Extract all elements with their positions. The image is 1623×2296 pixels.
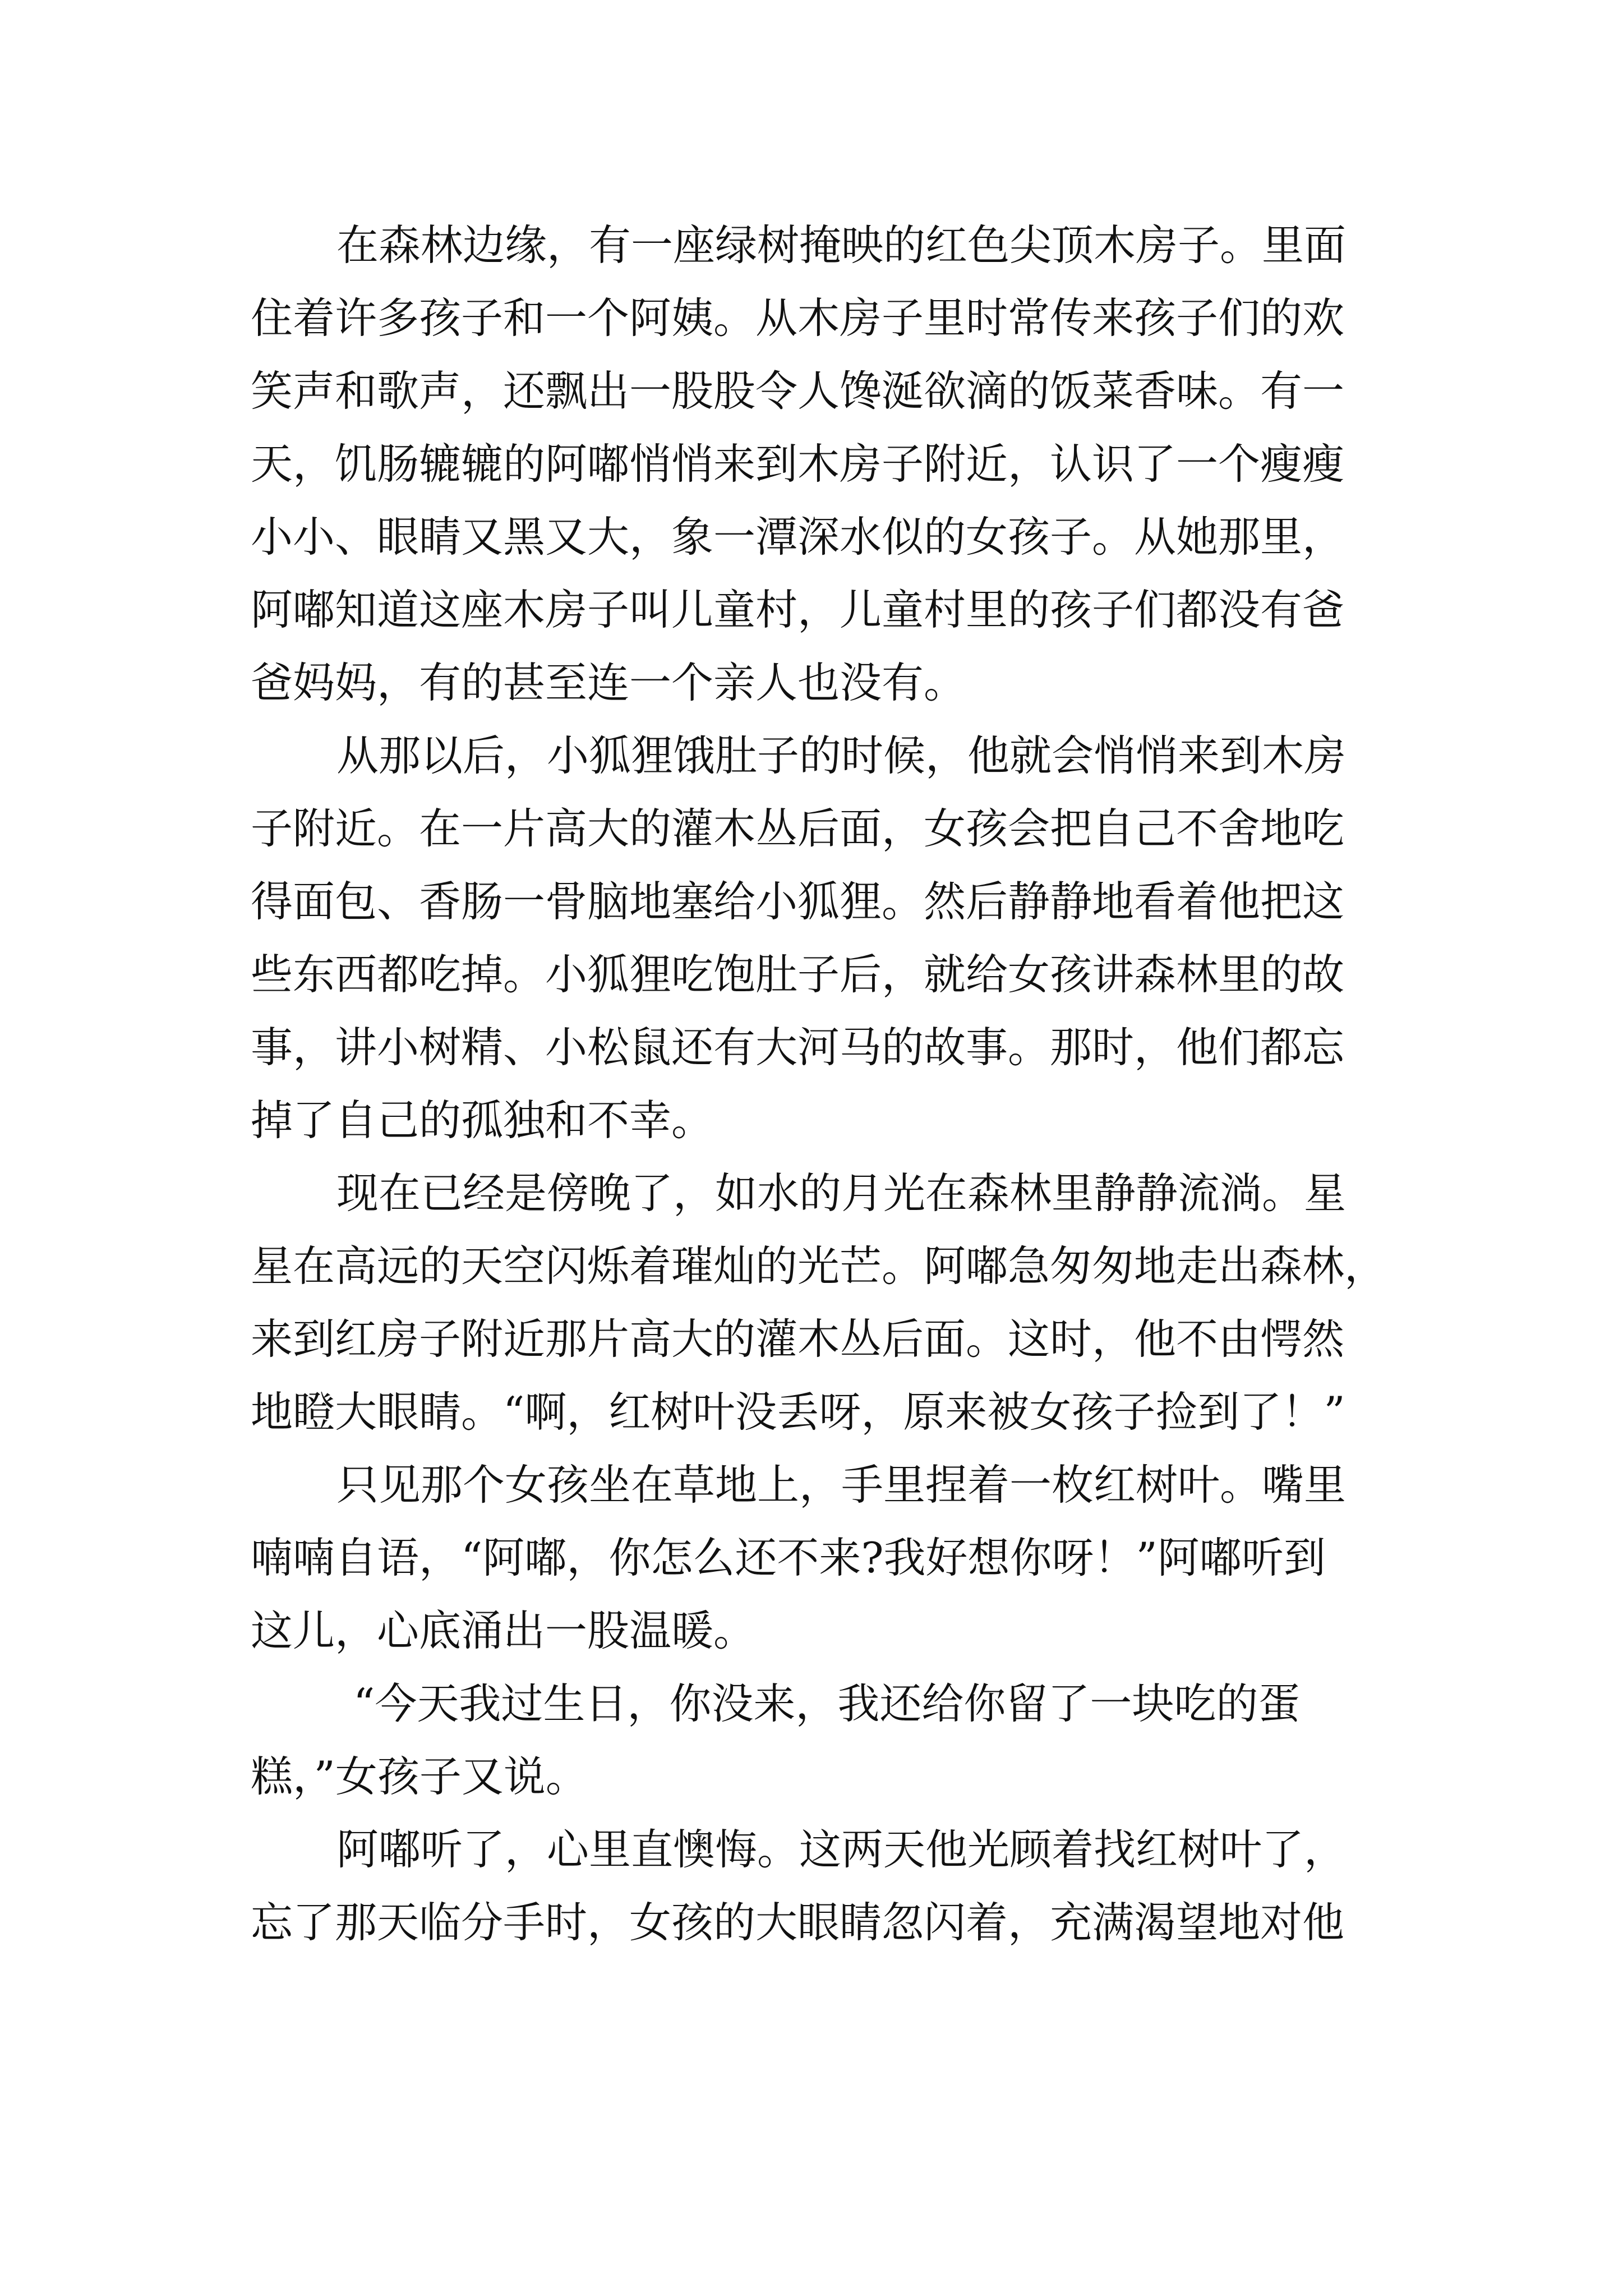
text-line: 只见那个女孩坐在草地上，手里捏着一枚红树叶。嘴里 [336, 1460, 1347, 1510]
text-line: 阿嘟知道这座木房子叫儿童村，儿童村里的孩子们都没有爸 [251, 585, 1345, 634]
text-line: 阿嘟听了，心里直懊悔。这两天他光顾着找红树叶了， [336, 1825, 1347, 1874]
text-line: 子附近。在一片高大的灌木丛后面，女孩会把自己不舍地吃 [251, 804, 1345, 853]
text-line: 在森林边缘，有一座绿树掩映的红色尖顶木房子。里面 [336, 220, 1347, 270]
text-line: 从那以后，小狐狸饿肚子的时候，他就会悄悄来到木房 [336, 731, 1347, 780]
text-line: 这儿，心底涌出一股温暖。 [251, 1606, 756, 1655]
text-line: “今天我过生日，你没来，我还给你留了一块吃的蛋 [353, 1679, 1301, 1728]
text-line: 爸妈妈，有的甚至连一个亲人也没有。 [251, 658, 966, 707]
text-line: 地瞪大眼睛。“啊，红树叶没丢呀，原来被女孩子捡到了！” [251, 1387, 1345, 1437]
text-line: 忘了那天临分手时，女孩的大眼睛忽闪着，充满渴望地对他 [251, 1898, 1345, 1947]
text-line: 住着许多孩子和一个阿姨。从木房子里时常传来孩子们的欢 [251, 293, 1345, 343]
text-line: 些东西都吃掉。小狐狸吃饱肚子后，就给女孩讲森林里的故 [251, 950, 1345, 999]
text-line: 星在高远的天空闪烁着璀灿的光芒。阿嘟急匆匆地走出森林， [251, 1241, 1387, 1291]
text-line: 得面包、香肠一骨脑地塞给小狐狸。然后静静地看着他把这 [251, 877, 1345, 926]
text-line: 现在已经是傍晚了，如水的月光在森林里静静流淌。星 [336, 1168, 1347, 1218]
text-line: 掉了自己的孤独和不幸。 [251, 1096, 714, 1145]
text-line: 事，讲小树精、小松鼠还有大河马的故事。那时，他们都忘 [251, 1023, 1345, 1072]
text-line: 天，饥肠辘辘的阿嘟悄悄来到木房子附近，认识了一个瘦瘦 [251, 439, 1345, 489]
text-line: 小小、眼睛又黑又大，象一潭深水似的女孩子。从她那里， [251, 512, 1345, 562]
text-line: 喃喃自语，“阿嘟，你怎么还不来?我好想你呀！”阿嘟听到 [251, 1533, 1326, 1582]
text-line: 糕，”女孩子又说。 [251, 1752, 588, 1801]
text-line: 来到红房子附近那片高大的灌木丛后面。这时，他不由愕然 [251, 1314, 1345, 1364]
text-line: 笑声和歌声，还飘出一股股令人馋涎欲滴的饭菜香味。有一 [251, 366, 1345, 416]
